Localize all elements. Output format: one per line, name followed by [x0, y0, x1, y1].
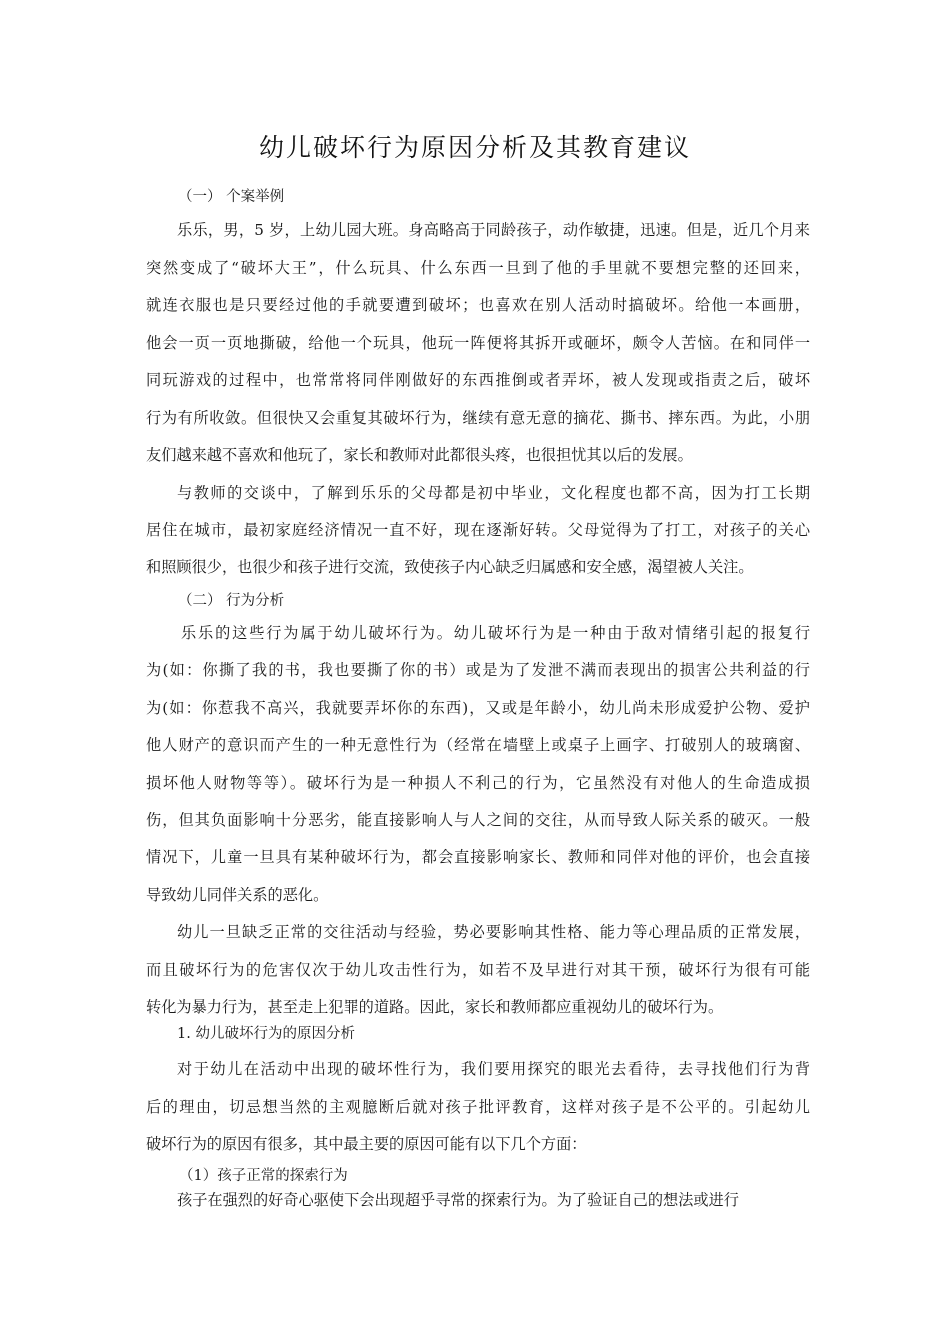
- paragraph-line: 就连衣服也是只要经过他的手就要遭到破坏；也喜欢在别人活动时搞破坏。给他一本画册，: [146, 296, 810, 314]
- paragraph-line: 对于幼儿在活动中出现的破坏性行为，我们要用探究的眼光去看待，去寻找他们行为背: [177, 1060, 810, 1078]
- paragraph-line: 同玩游戏的过程中，也常常将同伴刚做好的东西推倒或者弄坏，被人发现或指责之后，破坏: [146, 371, 810, 389]
- paragraph-line: 破坏行为的原因有很多，其中最主要的原因可能有以下几个方面：: [146, 1135, 587, 1153]
- paragraph-line: 乐乐的这些行为属于幼儿破坏行为。幼儿破坏行为是一种由于敌对情绪引起的报复行: [181, 624, 810, 642]
- paragraph-line: 行为有所收敛。但很快又会重复其破坏行为，继续有意无意的摘花、撕书、摔东西。为此，小朋: [146, 409, 810, 427]
- paragraph-line: 突然变成了“破坏大王”，什么玩具、什么东西一旦到了他的手里就不要想完整的还回来，: [146, 259, 810, 277]
- paragraph-line: 转化为暴力行为，甚至走上犯罪的道路。因此，家长和教师都应重视幼儿的破坏行为。: [146, 998, 724, 1016]
- paragraph-line: 和照顾很少，也很少和孩子进行交流，致使孩子内心缺乏归属感和安全感，渴望被人关注。: [146, 558, 754, 576]
- paragraph-line: 伤，但其负面影响十分恶劣，能直接影响人与人之间的交往，从而导致人际关系的破灭。一般: [146, 811, 810, 829]
- paragraph-line: 导致幼儿同伴关系的恶化。: [146, 886, 329, 904]
- paragraph-line: 与教师的交谈中，了解到乐乐的父母都是初中毕业，文化程度也都不高，因为打工长期: [177, 484, 810, 502]
- paragraph-line: 乐乐，男，5 岁，上幼儿园大班。身高略高于同龄孩子，动作敏捷，迅速。但是，近几个月来: [177, 221, 810, 239]
- section-heading-case: （一） 个案举例: [178, 189, 285, 205]
- paragraph-line: 后的理由，切忌想当然的主观臆断后就对孩子批评教育，这样对孩子是不公平的。引起幼儿: [146, 1098, 810, 1116]
- document-title: 幼儿破坏行为原因分析及其教育建议: [258, 133, 691, 162]
- paragraph-line: 他人财产的意识而产生的一种无意性行为（经常在墙壁上或桌子上画字、打破别人的玻璃窗、: [146, 736, 810, 754]
- paragraph-line: 损坏他人财物等等）。破坏行为是一种损人不利己的行为，它虽然没有对他人的生命造成损: [146, 774, 810, 792]
- paragraph-line: 友们越来越不喜欢和他玩了，家长和教师对此都很头疼，也很担忧其以后的发展。: [146, 446, 693, 464]
- paragraph-line: 为(如：你惹我不高兴，我就要弄坏你的东西)，又或是年龄小，幼儿尚未形成爱护公物、爱护: [146, 699, 810, 717]
- subsection-heading-exploration: （1）孩子正常的探索行为: [179, 1168, 348, 1184]
- paragraph-line: 幼儿一旦缺乏正常的交往活动与经验，势必要影响其性格、能力等心理品质的正常发展，: [177, 923, 810, 941]
- paragraph-line: 为(如：你撕了我的书，我也要撕了你的书）或是为了发泄不满而表现出的损害公共利益的行: [146, 661, 810, 679]
- paragraph-line: 孩子在强烈的好奇心驱使下会出现超乎寻常的探索行为。为了验证自己的想法或进行: [177, 1191, 739, 1209]
- paragraph-line: 情况下，儿童一旦具有某种破坏行为，都会直接影响家长、教师和同伴对他的评价，也会直接: [146, 848, 810, 866]
- section-heading-analysis: （二） 行为分析: [178, 593, 285, 609]
- paragraph-line: 而且破坏行为的危害仅次于幼儿攻击性行为，如若不及早进行对其干预，破坏行为很有可能: [146, 961, 810, 979]
- paragraph-line: 他会一页一页地撕破，给他一个玩具，他玩一阵便将其拆开或砸坏，颇令人苦恼。在和同伴一: [146, 334, 810, 352]
- paragraph-line: 居住在城市，最初家庭经济情况一直不好，现在逐渐好转。父母觉得为了打工，对孩子的关心: [146, 521, 810, 539]
- section-heading-causes: 1. 幼儿破坏行为的原因分析: [177, 1026, 355, 1042]
